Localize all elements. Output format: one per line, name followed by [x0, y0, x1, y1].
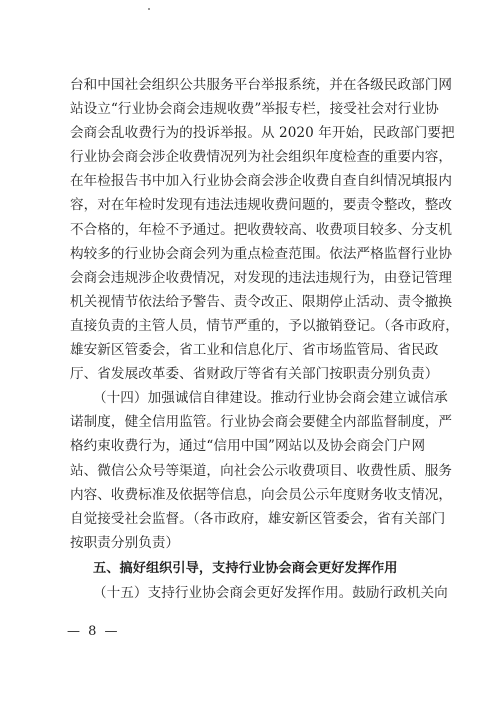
- paragraph-line: 内容、收费标准及依据等信息，向会员公示年度财务收支情况，: [70, 486, 453, 503]
- paragraph-line: 会商会乱收费行为的投诉举报。从 2020 年开始，民政部门要把: [70, 125, 455, 142]
- section-heading-5: 五、搞好组织引导，支持行业协会商会更好发挥作用: [93, 560, 398, 576]
- paragraph-line: 诺制度，健全信用监管。行业协会商会要健全内部监督制度，严: [70, 414, 453, 431]
- paragraph-line: 厅、省发展改革委、省财政厅等省有关部门按职责分别负责）: [70, 366, 439, 383]
- paragraph-line: 站、微信公众号等渠道，向社会公示收费项目、收费性质、服务: [70, 462, 453, 479]
- paragraph-line: 自觉接受社会监督。（各市政府，雄安新区管委会，省有关部门: [70, 510, 446, 527]
- paragraph-line: 机关视情节依法给予警告、责令改正、限期停止活动、责令撤换: [70, 293, 453, 310]
- scan-speck: [148, 8, 150, 10]
- paragraph-line: 雄安新区管委会，省工业和信息化厅、省市场监管局、省民政: [70, 342, 439, 359]
- page-number: — 8 —: [67, 624, 120, 639]
- paragraph-line: 会商会违规涉企收费情况，对发现的违法违规行为，由登记管理: [70, 269, 453, 286]
- paragraph-line: 在年检报告书中加入行业协会商会涉企收费自查自纠情况填报内: [70, 173, 453, 190]
- paragraph-line: 格约束收费行为，通过“信用中国”网站以及协会商会门户网: [70, 438, 426, 455]
- paragraph-line: 按职责分别负责）: [70, 534, 180, 551]
- section-15-first-line: （十五）支持行业协会商会更好发挥作用。鼓励行政机关向: [93, 584, 448, 601]
- paragraph-line: 行业协会商会涉企收费情况列为社会组织年度检查的重要内容，: [70, 149, 453, 166]
- paragraph-line: 台和中国社会组织公共服务平台举报系统，并在各级民政部门网: [70, 77, 453, 93]
- paragraph-line: 容，对在年检时发现有违法违规收费问题的，要责令整改，整改: [70, 197, 453, 214]
- body-text: [70, 73, 459, 605]
- paragraph-line: 站设立“行业协会商会违规收费”举报专栏，接受社会对行业协: [70, 101, 439, 118]
- paragraph-line: 直接负责的主管人员，情节严重的，予以撤销登记。（各市政府，: [70, 317, 459, 334]
- section-14-first-line: （十四）加强诚信自律建设。推动行业协会商会建立诚信承: [93, 390, 448, 407]
- paragraph-line: 不合格的，年检不予通过。把收费较高、收费项目较多、分支机: [70, 221, 453, 238]
- paragraph-line: 构较多的行业协会商会列为重点检查范围。依法严格监督行业协: [70, 245, 453, 262]
